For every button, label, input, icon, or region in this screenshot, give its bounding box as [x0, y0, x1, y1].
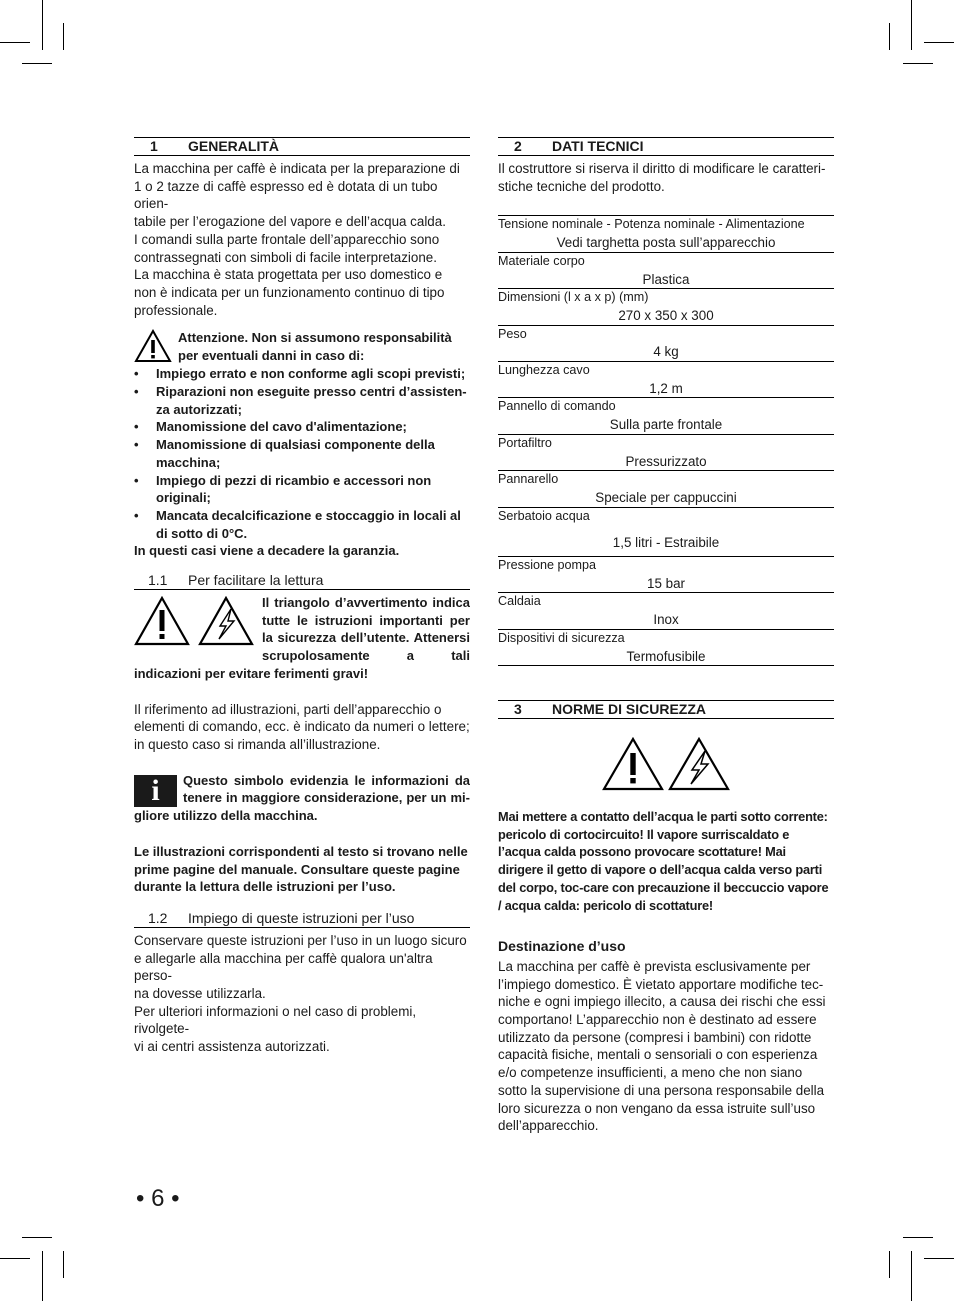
reference-note — [134, 701, 470, 754]
table-row — [498, 593, 834, 629]
crop-mark — [42, 0, 43, 50]
table-row — [498, 471, 834, 507]
subsection-title: Per facilitare la lettura — [188, 572, 324, 589]
subsection-number: 1.1 — [148, 572, 168, 589]
section-title: DATI TECNICI — [552, 138, 644, 154]
info-text: Questo simbolo evidenzia le informazioni da tenere in maggiore considerazione, per un mi-gliore utilizzo della macchina. — [134, 772, 470, 824]
section-number: 2 — [514, 138, 522, 154]
table-row — [498, 253, 834, 289]
section-title: NORME DI SICUREZZA — [552, 701, 706, 718]
spec-label: Portafiltro — [498, 435, 552, 450]
text-line: utilizzato da persone (compresi i bambini) con ridotte — [498, 1029, 812, 1045]
spec-value: 270 x 350 x 300 — [618, 307, 714, 323]
list-item: • Riparazioni non eseguite presso centri d’assisten-za autorizzati; — [134, 383, 470, 418]
use-text — [498, 958, 834, 1135]
use-title: Destinazione d’uso — [498, 938, 626, 955]
spec-value: Inox — [653, 612, 679, 628]
table-row — [498, 326, 834, 362]
text-line: stiche tecniche del prodotto. — [498, 178, 665, 194]
spec-value: Vedi targhetta posta sull’apparecchio — [556, 235, 776, 251]
section-heading-norme-sicurezza — [498, 700, 834, 719]
warning-title: Attenzione. Non si assumono responsabilità per eventuali danni in caso di: — [178, 330, 452, 364]
impiego-text — [134, 932, 470, 1056]
table-row — [498, 557, 834, 593]
text-line: Il costruttore si riserva il diritto di modificare le caratteri- — [498, 161, 826, 176]
list-item: • Manomissione di qualsiasi componente della macchina; — [134, 436, 470, 471]
text-line: Il riferimento ad illustrazioni, parti dell’apparecchio o — [134, 701, 442, 717]
text-line: non è indicata per un funzionamento continuo di tipo — [134, 284, 445, 300]
subsection-heading-impiego — [134, 910, 470, 928]
left-column — [134, 137, 470, 1056]
section-number: 1 — [150, 138, 158, 154]
spec-label: Tensione nominale - Potenza nominale - Alimentazione — [498, 217, 805, 232]
crop-mark — [42, 1251, 43, 1301]
spec-value: 4 kg — [653, 344, 679, 360]
spec-value: 1,5 litri - Estraibile — [612, 535, 720, 551]
text-line: professionale. — [134, 302, 218, 318]
spec-value: Plastica — [642, 271, 690, 287]
text-line: 1 o 2 tazze di caffè espresso ed è dotata di un tubo orien- — [134, 178, 438, 212]
spec-value: Sulla parte frontale — [609, 417, 723, 433]
subsection-heading-lettura — [134, 572, 470, 590]
info-icon: i — [134, 775, 177, 807]
text-line: Conservare queste istruzioni per l’uso in un luogo sicuro — [134, 932, 467, 948]
warning-triangle-icon — [134, 596, 190, 651]
text-line: dell’apparecchio. — [498, 1118, 599, 1134]
text-line: vi ai centri assistenza autorizzati. — [134, 1039, 330, 1055]
text-line: La macchina per caffè è indicata per la preparazione di — [134, 161, 460, 176]
text-line: sotto la supervisione di una persona responsabile della — [498, 1082, 825, 1098]
text-line: tabile per l’erogazione del vapore e dell’acqua calda. — [134, 214, 446, 230]
page-number: • 6 • — [136, 1185, 180, 1212]
table-row — [498, 508, 834, 557]
spec-label: Materiale corpo — [498, 253, 585, 268]
text-line: La macchina è stata progettata per uso domestico e — [134, 267, 443, 283]
section-title: GENERALITÀ — [188, 138, 279, 154]
crop-mark — [911, 1251, 912, 1301]
table-row — [498, 215, 834, 252]
subsection-title: Impiego di queste istruzioni per l’uso — [188, 909, 415, 926]
text-line: La macchina per caffè è prevista esclusivamente per — [498, 958, 811, 974]
text-line: loro sicurezza o non vengano da essa istruite sull’uso — [498, 1100, 816, 1116]
crop-mark — [63, 1251, 64, 1278]
liability-warning — [134, 329, 470, 365]
spec-label: Dimensioni (l x a x p) (mm) — [498, 290, 649, 305]
text-line: e/o competenze insufficienti, a meno che non siano — [498, 1065, 803, 1081]
spec-value: 15 bar — [647, 575, 685, 591]
illustrations-note: Le illustrazioni corrispondenti al testo si trovano nelle prime pagine del manuale. Consultare queste pagine durante la lettura delle istruzioni per l’uso. — [134, 843, 468, 895]
crop-mark — [63, 23, 64, 50]
spec-label: Pannarello — [498, 472, 559, 487]
text-line: e allegarle alla macchina per caffè qualora un'altra perso- — [134, 950, 433, 984]
dati-intro — [498, 160, 834, 195]
list-item: • Impiego di pezzi di ricambio e accessori non originali; — [134, 472, 470, 507]
spec-value: 1,2 m — [649, 380, 683, 396]
spec-label: Peso — [498, 326, 527, 341]
triangle-text: Il triangolo d’avvertimento indica tutte le istruzioni importanti per la sicurezza dell’utente. Attenersi scrupolosamente a tali indicazioni per evitare ferimenti gravi! — [134, 595, 470, 681]
generalita-intro — [134, 160, 470, 319]
table-row — [498, 435, 834, 471]
crop-mark — [22, 63, 52, 64]
right-column — [498, 137, 834, 1135]
list-item: • Impiego errato e non conforme agli scopi previsti; — [134, 365, 470, 383]
spec-label: Dispositivi di sicurezza — [498, 630, 625, 645]
table-row — [498, 362, 834, 398]
info-symbol-note — [134, 772, 470, 825]
text-line: niche e ogni impiego illecito, a causa dei rischi che essi — [498, 994, 826, 1010]
spec-label: Pannello di comando — [498, 399, 616, 414]
crop-mark — [924, 1258, 954, 1259]
safety-warning-text: Mai mettere a contatto dell’acqua le parti sotto corrente: pericolo di cortocircuito! Il vapore surriscaldato e l’acqua calda possono provocare scottature! Mai dirigere il getto di vapore o dell’acqua calda verso parti del corpo, toc-care con precauzione il beccuccio vapore / acqua calda: pericolo di scottature! — [498, 808, 829, 913]
warning-triangle-icon — [602, 779, 668, 794]
spec-label: Serbatoio acqua — [498, 508, 590, 523]
text-line: in questo caso si rimanda all’illustrazione. — [134, 736, 381, 752]
spec-value: Pressurizzato — [625, 453, 707, 469]
crop-mark — [0, 42, 30, 43]
subsection-number: 1.2 — [148, 909, 168, 926]
warranty-note: In questi casi viene a decadere la garanzia. — [134, 543, 400, 559]
crop-mark — [0, 1258, 30, 1259]
spec-value: Termofusibile — [626, 648, 706, 664]
section-heading-generalita — [134, 137, 470, 156]
list-item: • Manomissione del cavo d'alimentazione; — [134, 418, 470, 436]
spec-table — [498, 215, 834, 666]
triangle-explanation — [134, 594, 470, 683]
crop-mark — [22, 1237, 52, 1238]
text-line: l’impiego domestico. È vietato apportare modifiche tec- — [498, 976, 824, 992]
electric-hazard-icon — [668, 779, 730, 794]
crop-mark — [889, 1251, 890, 1278]
electric-hazard-icon — [198, 596, 254, 651]
text-line: I comandi sulla parte frontale dell’apparecchio sono — [134, 231, 440, 247]
crop-mark — [911, 0, 912, 50]
table-row — [498, 398, 834, 434]
text-line: elementi di comando, ecc. è indicato da numeri o lettere; — [134, 719, 470, 735]
table-row — [498, 289, 834, 325]
section-number: 3 — [514, 701, 522, 718]
spec-label: Lunghezza cavo — [498, 363, 590, 378]
text-line: contrassegnati con simboli di facile interpretazione. — [134, 249, 437, 265]
spec-label: Pressione pompa — [498, 558, 597, 573]
table-row — [498, 630, 834, 666]
text-line: na dovesse utilizzarla. — [134, 986, 266, 1002]
section-heading-dati-tecnici — [498, 137, 834, 156]
safety-icons — [498, 737, 834, 796]
spec-label: Caldaia — [498, 594, 541, 609]
list-item: • Mancata decalcificazione e stoccaggio in locali al di sotto di 0°C. — [134, 507, 470, 542]
text-line: Per ulteriori informazioni o nel caso di problemi, rivolgete- — [134, 1003, 417, 1037]
spec-value: Speciale per cappuccini — [595, 489, 737, 505]
crop-mark — [924, 42, 954, 43]
text-line: capacità fisiche, mentali o sensoriali o con esperienza — [498, 1047, 818, 1063]
crop-mark — [903, 1237, 933, 1238]
crop-mark — [903, 63, 933, 64]
crop-mark — [889, 23, 890, 50]
text-line: comportano! L’apparecchio non è destinato ad essere — [498, 1012, 817, 1028]
liability-list — [134, 365, 470, 542]
warning-triangle-icon — [134, 329, 172, 368]
